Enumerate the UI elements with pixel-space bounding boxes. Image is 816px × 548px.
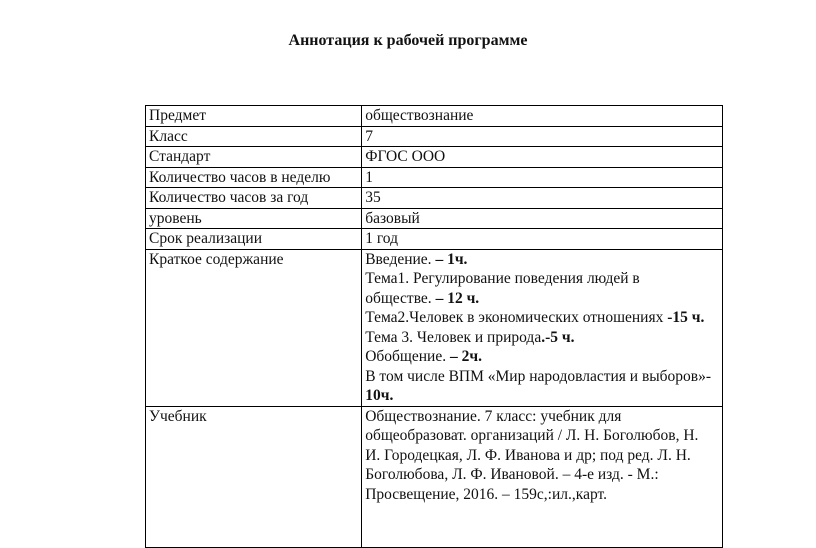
content-summary-text: Обобщение. xyxy=(365,348,447,365)
table-row-standard xyxy=(146,147,723,168)
row-value: 1 год xyxy=(362,229,723,250)
row-value: 35 xyxy=(362,188,723,209)
textbook-line: общеобразоват. организаций / Л. Н. Боголюбов, Н. xyxy=(365,427,699,444)
content-vpm-line-a: В том числе ВПМ «Мир народовластия и выборов»- xyxy=(365,367,712,385)
content-vpm-line-b xyxy=(365,386,722,406)
row-label: Класс xyxy=(146,126,362,147)
content-topic3-line xyxy=(365,328,722,348)
table-row-hours-per-week xyxy=(146,167,723,188)
table-row-content xyxy=(146,249,723,406)
table-row-hours-per-year xyxy=(146,188,723,209)
row-label: Краткое содержание xyxy=(146,249,362,406)
content-topic1-text: обществе. xyxy=(365,289,432,307)
row-label: Учебник xyxy=(146,406,362,547)
table-row-textbook xyxy=(146,406,723,547)
row-label: уровень xyxy=(146,208,362,229)
table-row-duration xyxy=(146,229,723,250)
content-topic2-text: Тема2.Человек в экономических отношениях xyxy=(365,309,668,326)
textbook-line: И. Городецкая, Л. Ф. Иванова и др; под ред. Л. Н. xyxy=(365,446,691,464)
content-cell xyxy=(362,249,723,406)
content-intro: Введение. xyxy=(365,250,432,268)
textbook-line: Боголюбова, Л. Ф. Ивановой. – 4-е изд. - М.: xyxy=(365,466,659,483)
row-label: Количество часов в неделю xyxy=(146,167,362,188)
content-topic3-hours: .-5 ч. xyxy=(541,328,575,346)
content-topic1-line-a: Тема1. Регулирование поведения людей в xyxy=(365,270,640,287)
table-row-subject xyxy=(146,106,723,127)
row-value: базовый xyxy=(362,208,723,229)
table-row-class xyxy=(146,126,723,147)
annotation-table xyxy=(145,105,723,548)
row-value: 1 xyxy=(362,167,723,188)
row-value: ФГОС ООО xyxy=(362,147,723,168)
content-topic2-line xyxy=(365,308,722,328)
content-summary-hours: – 2ч. xyxy=(446,348,482,365)
content-vpm-hours: 10 xyxy=(365,387,381,404)
row-label: Срок реализации xyxy=(146,229,362,250)
content-intro-hours: – 1ч. xyxy=(431,250,468,268)
content-topic3-text: Тема 3. Человек и природа xyxy=(365,328,542,346)
row-value: 7 xyxy=(362,126,723,147)
content-summary-line xyxy=(365,347,722,367)
content-topic1-hours: – 12 ч. xyxy=(431,289,480,307)
document-title-text: Аннотация к рабочей программе xyxy=(288,32,528,49)
table-row-level xyxy=(146,208,723,229)
textbook-cell xyxy=(362,406,723,547)
document-title xyxy=(0,31,816,51)
content-vpm-suffix: ч. xyxy=(380,387,394,404)
textbook-line: Обществознание. 7 класс: учебник для xyxy=(365,407,622,425)
row-label: Количество часов за год xyxy=(146,188,362,209)
row-label: Стандарт xyxy=(146,147,362,168)
row-value: обществознание xyxy=(362,106,723,127)
content-intro-line xyxy=(365,250,722,270)
content-topic1-line-b xyxy=(365,289,722,309)
content-topic2-hours: -15 ч. xyxy=(667,309,705,326)
row-label: Предмет xyxy=(146,106,362,127)
textbook-line: Просвещение, 2016. – 159с,:ил.,карт. xyxy=(365,485,607,503)
